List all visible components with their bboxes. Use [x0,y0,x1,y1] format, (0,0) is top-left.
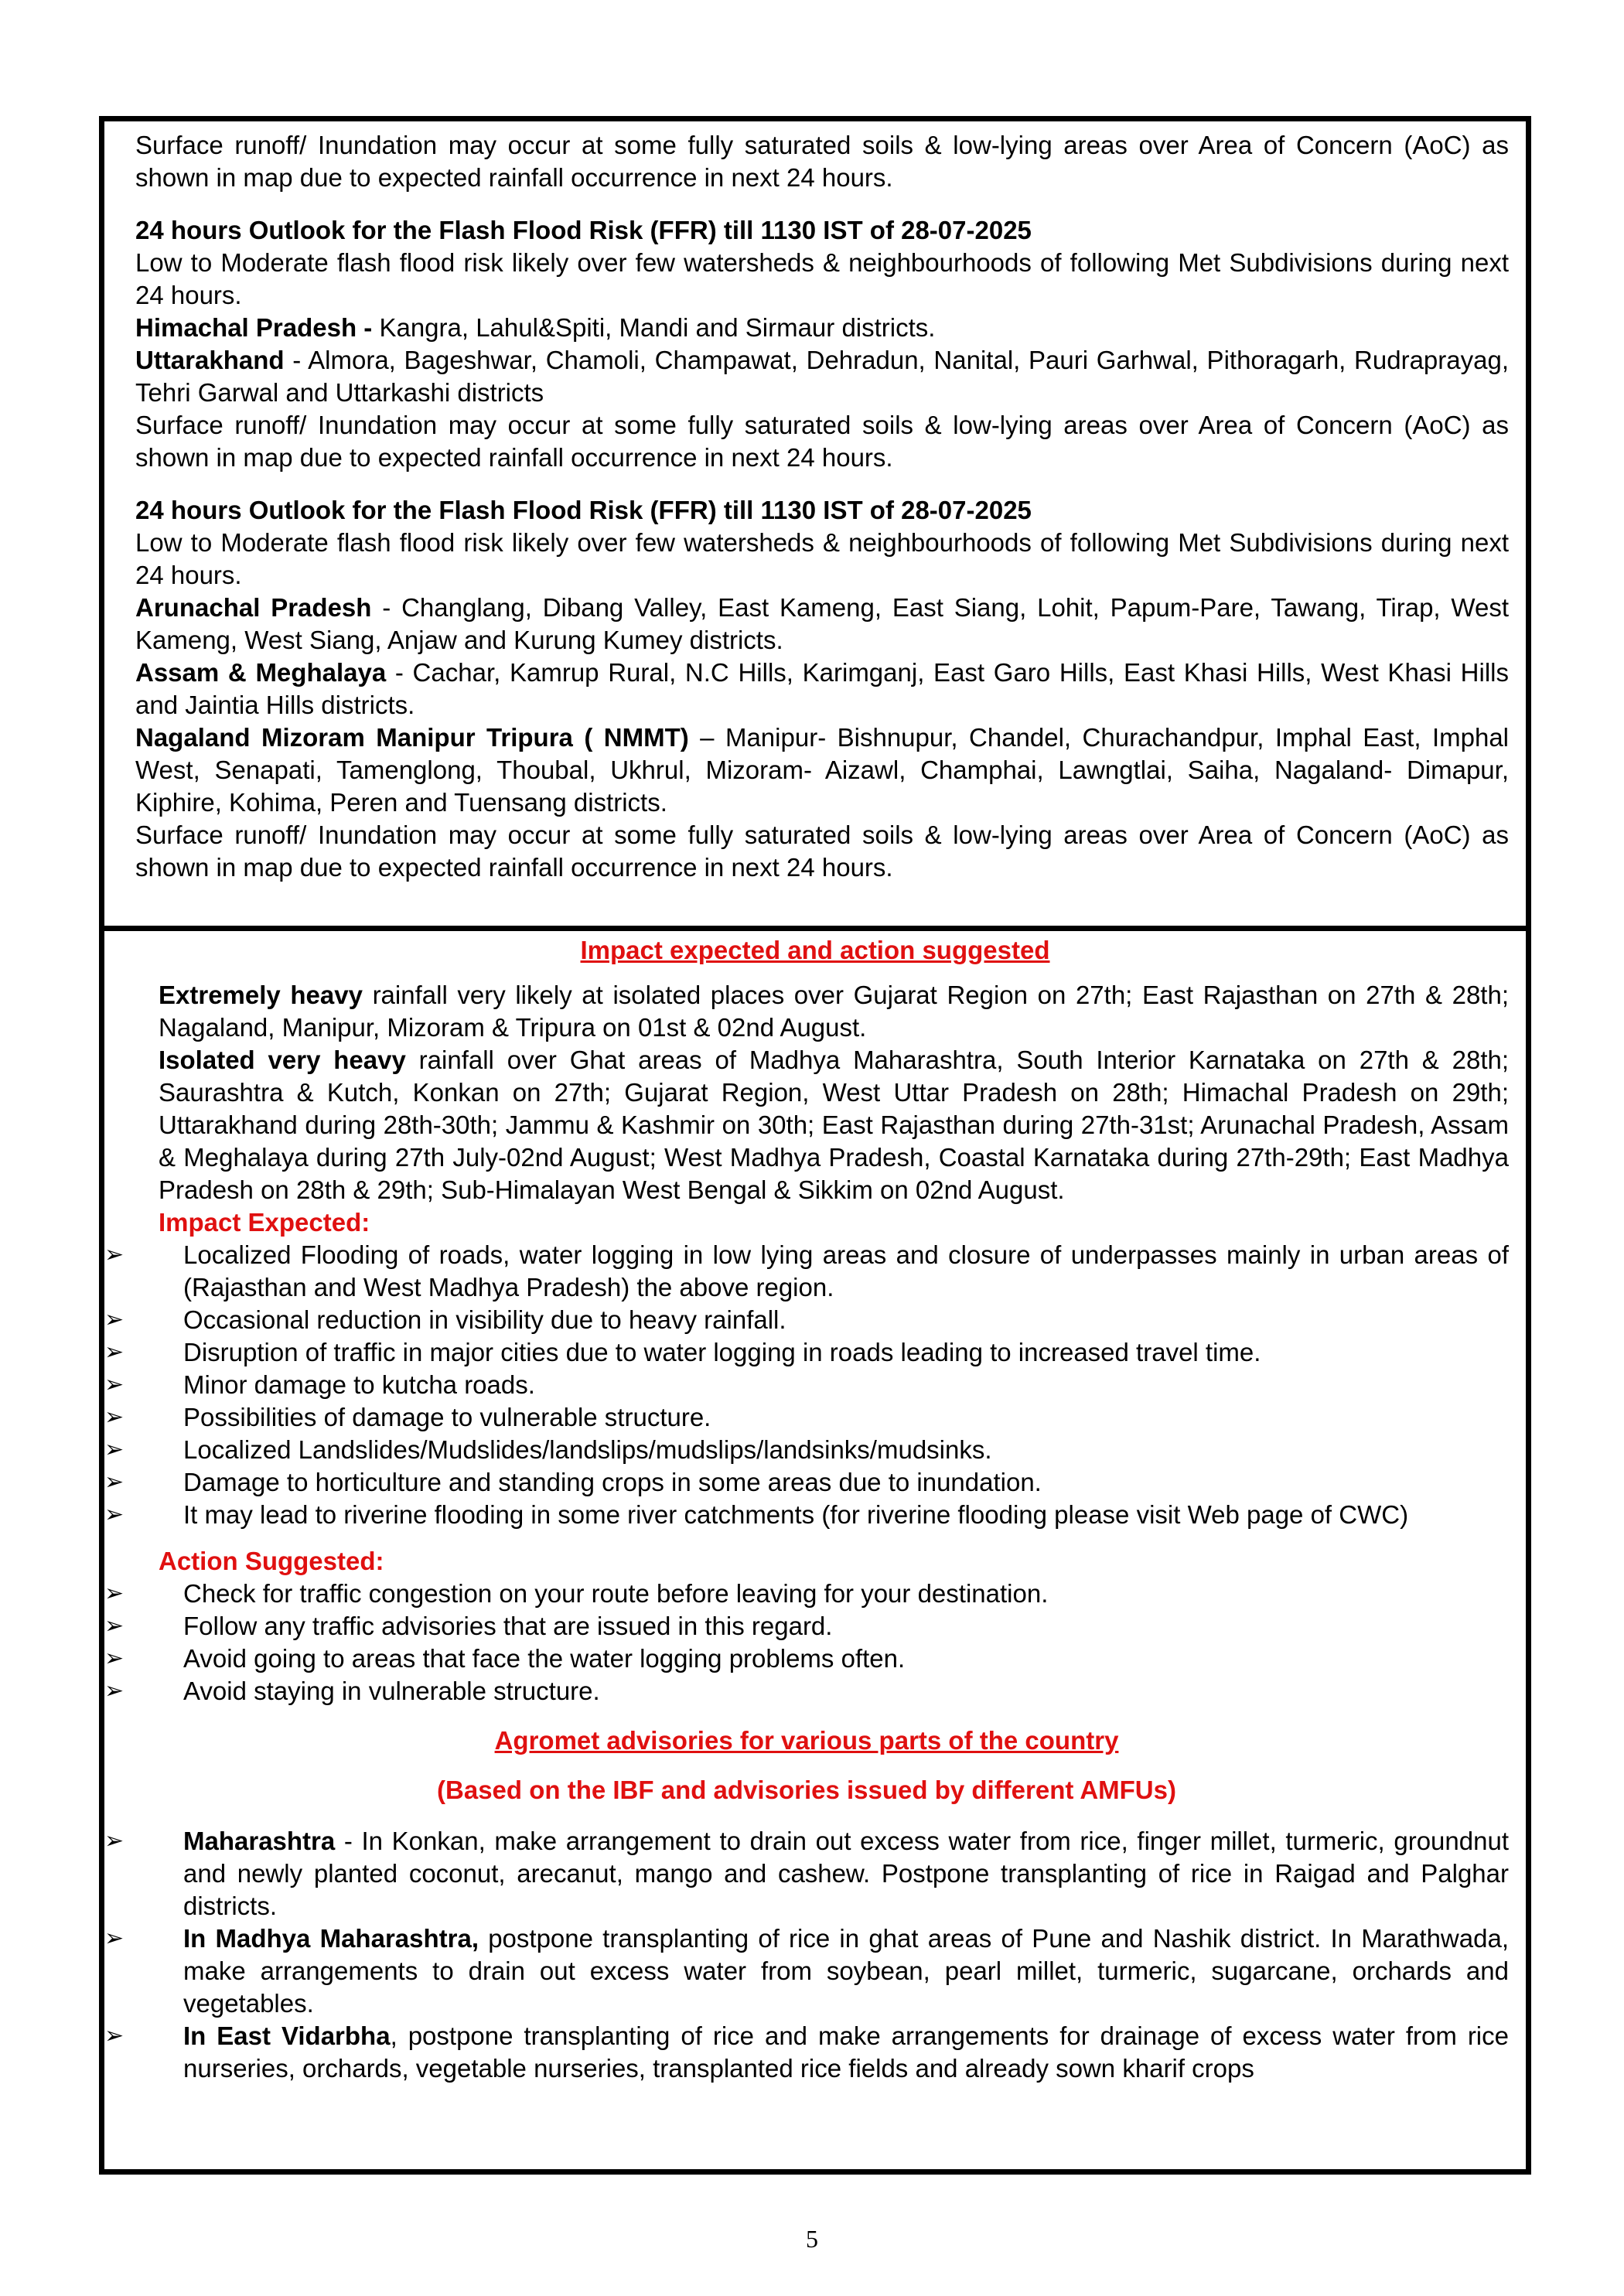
outlook-block-b [135,494,1509,884]
region-entry [135,722,1509,819]
agromet-subheading: (Based on the IBF and advisories issued by different AMFUs) [437,1776,1176,1804]
region-entry [135,592,1509,657]
ffr-outlook-box [104,121,1526,931]
list-item [104,1369,1509,1401]
arrow-bullet-icon: ➢ [104,1241,125,1268]
list-item-text: Avoid going to areas that face the water logging problems often. [183,1644,906,1673]
page-number: 5 [806,2225,818,2253]
list-item [104,1434,1509,1466]
list-item-text: Possibilities of damage to vulnerable structure. [183,1403,711,1431]
arrow-bullet-icon: ➢ [104,1404,125,1431]
outlook-summary: Low to Moderate flash flood risk likely over few watersheds & neighbourhoods of following Met Subdivisions during next 24 hours. [135,248,1509,309]
list-item-text: Follow any traffic advisories that are issued in this regard. [183,1612,833,1640]
region-entry [135,312,1509,344]
list-item [104,1401,1509,1434]
region-districts: Kangra, Lahul&Spiti, Mandi and Sirmaur districts. [372,313,936,342]
list-item [104,1825,1509,1922]
ffr-outlook-text [135,129,1509,904]
list-item-text: Damage to horticulture and standing crops in some areas due to inundation. [183,1468,1042,1496]
region-name: In Madhya Maharashtra, [183,1924,479,1953]
region-entry [135,344,1509,409]
arrow-bullet-icon: ➢ [104,1677,125,1704]
runoff-note: Surface runoff/ Inundation may occur at some fully saturated soils & low-lying areas over Area of Concern (AoC) as shown in map due to expected rainfall occurrence in next 24 hours. [135,411,1509,472]
region-districts: – Manipur- Bishnupur, Chandel, Churachandpur, Imphal East, Imphal West, Senapati, Tamenglong, Thoubal, Ukhrul, Mizoram- Aizawl, Champhai, Lawngtlai, Saiha, Nagaland- Dimapur, Kiphire, Kohima, Peren and Tuensang districts. [135,723,1510,817]
list-item [104,1466,1509,1499]
list-item-text: , postpone transplanting of rice and make arrangements for drainage of excess water from rice nurseries, orchards, vegetable nurseries, transplanted rice fields and already sown kharif crops [183,2021,1509,2083]
list-item [104,2020,1509,2085]
arrow-bullet-icon: ➢ [104,1469,125,1496]
impact-expected-heading: Impact Expected: [159,1208,370,1237]
region-districts: - Changlang, Dibang Valley, East Kameng, East Siang, Lohit, Papum-Pare, Tawang, Tirap, West Kameng, West Siang, Anjaw and Kurung Kumey districts. [135,593,1509,654]
list-item-text: Occasional reduction in visibility due to heavy rainfall. [183,1305,786,1334]
list-item-text: Avoid staying in vulnerable structure. [183,1677,600,1705]
impact-action-text [104,979,1510,2085]
paragraph-text: rainfall very likely at isolated places over Gujarat Region on 27th; East Rajasthan on 27th & 28th; Nagaland, Manipur, Mizoram & Tripura on 01st & 02nd August. [159,981,1509,1042]
bulletin-frame [99,116,1531,2175]
list-item-text: Check for traffic congestion on your route before leaving for your destination. [183,1579,1049,1608]
list-item [104,1578,1509,1610]
arrow-bullet-icon: ➢ [104,1827,125,1854]
list-item [104,1304,1509,1336]
arrow-bullet-icon: ➢ [104,1612,125,1639]
runoff-note: Surface runoff/ Inundation may occur at some fully saturated soils & low-lying areas over Area of Concern (AoC) as shown in map due to expected rainfall occurrence in next 24 hours. [135,820,1509,882]
list-item [104,1922,1509,2020]
outlook-summary: Low to Moderate flash flood risk likely over few watersheds & neighbourhoods of following Met Subdivisions during next 24 hours. [135,528,1509,589]
list-item-text: - In Konkan, make arrangement to drain out excess water from rice, finger millet, turmeric, groundnut and newly planted coconut, arecanut, mango and cashew. Postpone transplanting of rice in Raigad and Palghar districts. [183,1827,1509,1920]
arrow-bullet-icon: ➢ [104,1580,125,1607]
list-item-text: Localized Landslides/Mudslides/landslips/mudslips/landsinks/mudsinks. [183,1435,992,1464]
region-entry [135,657,1509,722]
intro-block [135,129,1509,194]
region-name: In East Vidarbha [183,2021,391,2050]
arrow-bullet-icon: ➢ [104,1436,125,1463]
arrow-bullet-icon: ➢ [104,1501,125,1528]
impact-action-box [104,931,1526,2169]
region-name: Arunachal Pradesh [135,593,372,622]
list-item [104,1675,1509,1708]
region-name: Nagaland Mizoram Manipur Tripura ( NMMT) [135,723,689,752]
arrow-bullet-icon: ➢ [104,1925,125,1952]
arrow-bullet-icon: ➢ [104,1306,125,1333]
list-item [104,1239,1509,1304]
region-districts: - Almora, Bageshwar, Chamoli, Champawat, Dehradun, Nanital, Pauri Garhwal, Pithoragarh, Rudraprayag, Tehri Garwal and Uttarkashi districts [135,346,1509,407]
region-name: Uttarakhand [135,346,285,374]
list-item [104,1336,1509,1369]
list-item [104,1499,1509,1531]
action-suggested-heading: Action Suggested: [159,1547,384,1575]
arrow-bullet-icon: ➢ [104,2022,125,2049]
list-item-text: Minor damage to kutcha roads. [183,1370,535,1399]
list-item [104,1610,1509,1643]
outlook-heading: 24 hours Outlook for the Flash Flood Risk (FFR) till 1130 IST of 28-07-2025 [135,216,1032,244]
list-item [104,1643,1509,1675]
region-name: Maharashtra [183,1827,336,1855]
outlook-heading: 24 hours Outlook for the Flash Flood Risk (FFR) till 1130 IST of 28-07-2025 [135,496,1032,524]
action-list [104,1578,1509,1708]
extremely-heavy-paragraph [159,979,1509,1044]
arrow-bullet-icon: ➢ [104,1645,125,1672]
arrow-bullet-icon: ➢ [104,1371,125,1398]
paragraph-text: rainfall over Ghat areas of Madhya Maharashtra, South Interior Karnataka on 27th & 28th; Saurashtra & Kutch, Konkan on 27th; Gujarat Region, West Uttar Pradesh on 28th; Himachal Pradesh on 29th; Uttarakhand during 28th-30th; Jammu & Kashmir on 30th; East Rajasthan during 27th-31st; Arunachal Pradesh, Assam & Meghalaya during 27th July-02nd August; West Madhya Pradesh, Coastal Karnataka during 27th-29th; East Madhya Pradesh on 28th & 29th; Sub-Himalayan West Bengal & Sikkim on 02nd August. [159,1046,1510,1204]
region-name: Assam & Meghalaya [135,658,387,687]
list-item-text: It may lead to riverine flooding in some river catchments (for riverine flooding please visit Web page of CWC) [183,1500,1409,1529]
runoff-note: Surface runoff/ Inundation may occur at some fully saturated soils & low-lying areas over Area of Concern (AoC) as shown in map due to expected rainfall occurrence in next 24 hours. [135,131,1509,192]
arrow-bullet-icon: ➢ [104,1339,125,1366]
agromet-heading: Agromet advisories for various parts of the country [494,1726,1119,1755]
emphasis-text: Extremely heavy [159,981,363,1009]
impact-list [104,1239,1509,1531]
region-districts: - Cachar, Kamrup Rural, N.C Hills, Karimganj, East Garo Hills, East Khasi Hills, West Khasi Hills and Jaintia Hills districts. [135,658,1509,719]
list-item-text: postpone transplanting of rice in ghat areas of Pune and Nashik district. In Marathwada, make arrangements to drain out excess water from soybean, pearl millet, turmeric, sugarcane, orchards and vegetables. [183,1924,1509,2018]
agromet-list [104,1825,1509,2085]
impact-section-heading: Impact expected and action suggested [580,936,1050,964]
list-item-text: Localized Flooding of roads, water logging in low lying areas and closure of underpasses mainly in urban areas of (Rajasthan and West Madhya Pradesh) the above region. [183,1240,1509,1302]
emphasis-text: Isolated very heavy [159,1046,406,1074]
very-heavy-paragraph [159,1044,1509,1206]
region-name: Himachal Pradesh - [135,313,373,342]
list-item-text: Disruption of traffic in major cities due to water logging in roads leading to increased travel time. [183,1338,1261,1366]
outlook-block-a [135,214,1509,474]
